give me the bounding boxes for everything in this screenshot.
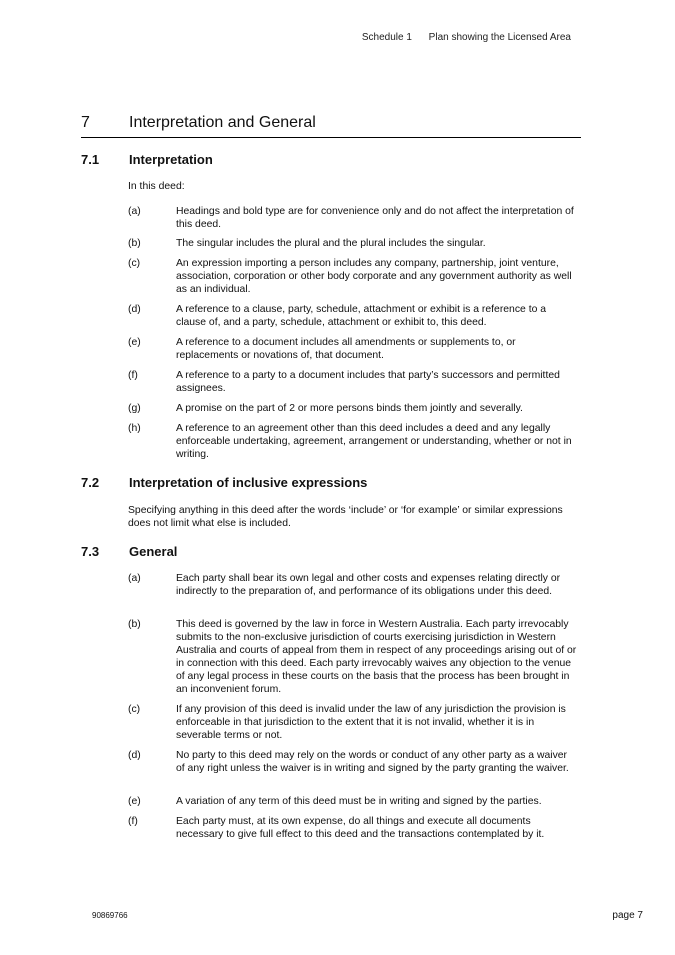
item-text: A promise on the part of 2 or more persons binds them jointly and severally.: [176, 403, 523, 414]
list-item: [128, 573, 578, 599]
list-item: [128, 619, 578, 696]
item-text: A reference to a clause, party, schedule, attachment or exhibit is a reference to a clause of, and a party, schedule, attachment or exhibit to, this deed.: [176, 304, 547, 328]
item-label: (a): [128, 206, 141, 217]
item-label: (e): [128, 796, 141, 807]
item-label: (d): [128, 750, 141, 761]
list-item: [128, 750, 578, 776]
subsection-title: Interpretation: [129, 152, 213, 167]
section-title: Interpretation and General: [129, 114, 316, 131]
item-label: (f): [128, 816, 138, 827]
item-text: A reference to an agreement other than this deed includes a deed and any legally enforceable undertaking, agreement, arrangement or understanding, whether or not in writing.: [176, 423, 572, 460]
item-text: Headings and bold type are for convenience only and do not affect the interpretation of this deed.: [176, 206, 574, 230]
item-text: An expression importing a person includes any company, partnership, joint venture, association, corporation or other body corporate and any government authority as well as an individual.: [176, 258, 572, 295]
header-schedule: Schedule 1: [361, 32, 412, 43]
item-text: A variation of any term of this deed must be in writing and signed by the parties.: [176, 796, 542, 807]
item-label: (g): [128, 403, 141, 414]
subsection-number: 7.2: [81, 475, 100, 490]
subsection-number: 7.3: [81, 544, 100, 559]
item-text: Each party must, at its own expense, do all things and execute all documents necessary to give full effect to this deed and the transactions contemplated by it.: [176, 816, 545, 840]
subsection-number: 7.1: [81, 152, 100, 167]
list-item: [128, 816, 578, 842]
list-item: [128, 370, 578, 396]
list-item: [128, 258, 578, 297]
item-text: This deed is governed by the law in force in Western Australia. Each party irrevocably submits to the non-exclusive jurisdiction of courts exercising jurisdiction in Western Australia and courts of appeal from them in respect of any proceedings arising out of or in connection with this deed. Each party irrevocably waives any objection to the venue of any legal process in these courts on the basis that the process has been brought in an inconvenient forum.: [176, 619, 577, 695]
item-text: If any provision of this deed is invalid under the law of any jurisdiction the provision is enforceable in that jurisdiction to the extent that it is not invalid, whether it is in severable terms or not.: [176, 704, 566, 741]
section-heading: [81, 114, 581, 138]
item-text: A reference to a document includes all amendments or supplements to, or replacements or novations of, that document.: [176, 337, 516, 361]
subsection-intro: In this deed:: [128, 181, 185, 192]
subsection-paragraph: Specifying anything in this deed after the words ‘include’ or ‘for example’ or similar expressions does not limit what else is included.: [128, 505, 563, 529]
list-item: [128, 423, 578, 462]
list-item: [128, 337, 578, 363]
section-number: 7: [81, 114, 90, 131]
item-text: A reference to a party to a document includes that party’s successors and permitted assignees.: [176, 370, 560, 394]
item-label: (c): [128, 258, 141, 269]
footer-page-number: page 7: [612, 910, 643, 921]
list-item: [128, 704, 578, 743]
header-title: Plan showing the Licensed Area: [428, 32, 571, 43]
item-label: (b): [128, 238, 141, 249]
item-label: (h): [128, 423, 141, 434]
subsection-title: Interpretation of inclusive expressions: [129, 475, 368, 490]
list-item: [128, 206, 578, 232]
subsection-title: General: [129, 544, 178, 559]
item-label: (d): [128, 304, 141, 315]
item-text: The singular includes the plural and the plural includes the singular.: [176, 238, 486, 249]
list-item: [128, 304, 578, 330]
item-label: (c): [128, 704, 141, 715]
item-text: Each party shall bear its own legal and other costs and expenses relating directly or indirectly to the preparation of, and performance of its obligations under this deed.: [176, 573, 561, 597]
subsection-heading-7-3: [81, 544, 581, 559]
list-item: [128, 403, 578, 416]
item-text: No party to this deed may rely on the words or conduct of any other party as a waiver of any right unless the waiver is in writing and signed by the party granting the waiver.: [176, 750, 569, 774]
item-label: (f): [128, 370, 138, 381]
subsection-heading-7-2: [81, 475, 581, 490]
item-label: (e): [128, 337, 141, 348]
item-label: (b): [128, 619, 141, 630]
subsection-heading-7-1: [81, 152, 581, 167]
list-item: [128, 238, 578, 251]
item-label: (a): [128, 573, 141, 584]
running-header: [348, 32, 571, 43]
footer-document-reference: 90869766: [92, 911, 128, 920]
list-item: [128, 796, 578, 809]
